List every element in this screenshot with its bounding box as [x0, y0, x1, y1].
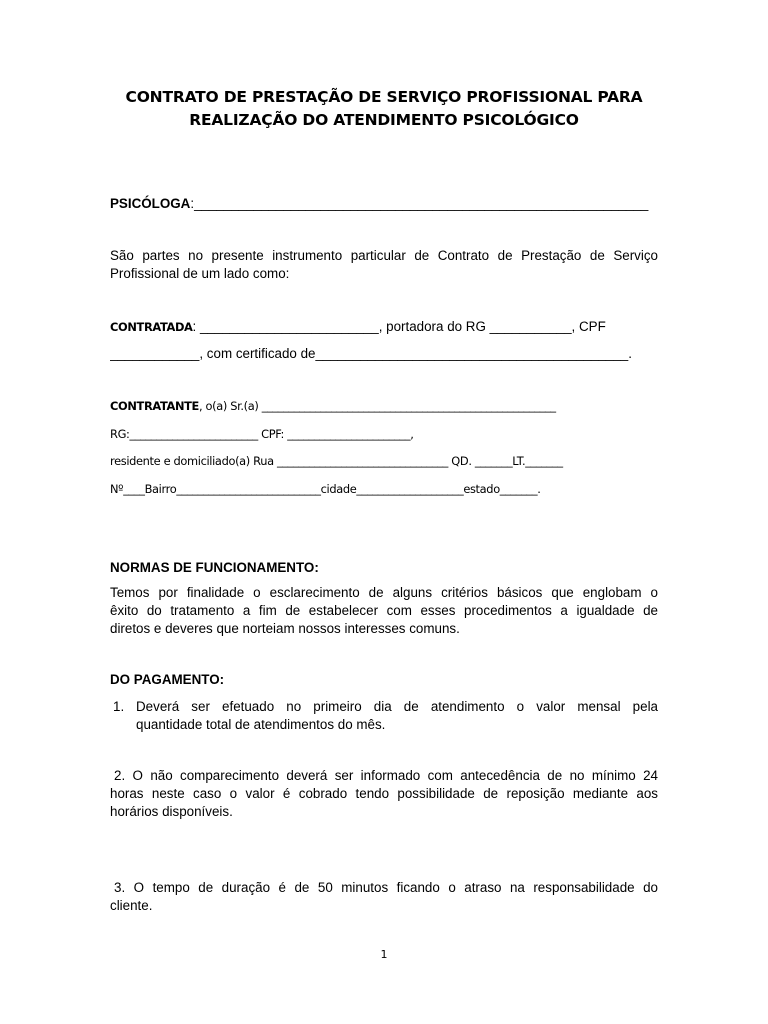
title-line-2: REALIZAÇÃO DO ATENDIMENTO PSICOLÓGICO — [189, 111, 579, 129]
contratante-label: CONTRATANTE — [110, 399, 199, 413]
item-1-line-1: Deverá ser efetuado no primeiro dia de atendimento o valor mensal pela — [136, 699, 658, 714]
item-2-line-2: horas neste caso o valor é cobrado tendo possibilidade de reposição mediante aos — [110, 786, 658, 801]
page-number: 1 — [380, 948, 388, 961]
item-3-paragraph — [110, 879, 658, 915]
item-1-line-2: quantidade total de atendimentos do mês. — [136, 717, 386, 732]
document-title — [110, 86, 658, 132]
normas-line-3: diretos e deveres que norteiam nossos interesses comuns. — [110, 621, 460, 636]
contratada-line-2: ____________, com certificado de__________________________________________. — [110, 346, 632, 361]
psicologa-label: PSICÓLOGA — [110, 196, 191, 211]
normas-line-2: êxito do tratamento a fim de estabelecer com esses procedimentos a igualdade de — [110, 603, 658, 618]
normas-heading: NORMAS DE FUNCIONAMENTO: — [110, 560, 319, 575]
normas-line-1: Temos por finalidade o esclarecimento de alguns critérios básicos que englobam o — [110, 585, 658, 600]
psicologa-blank: :_____________________________________________________________ — [190, 196, 649, 211]
intro-line-2: Profissional de um lado como: — [110, 266, 290, 281]
intro-paragraph — [110, 247, 658, 283]
item-3-line-1: 3. O tempo de duração é de 50 minutos ficando o atraso na responsabilidade do — [114, 880, 658, 895]
item-2-line-3: horários disponíveis. — [110, 804, 233, 819]
item-2-line-1: 2. O não comparecimento deverá ser informado com antecedência de no mínimo 24 — [114, 768, 658, 783]
contratante-line-1 — [110, 398, 658, 414]
psicologa-field — [110, 195, 658, 213]
contratante-line-1-text: , o(a) Sr.(a) _______________________________________________________ — [198, 399, 556, 413]
contratante-rg-cpf: RG:________________________ CPF: _______________________, — [110, 427, 414, 441]
item-1-number: 1. — [113, 699, 125, 714]
contratante-endereco: Nº____Bairro___________________________cidade____________________estado_______. — [110, 482, 541, 496]
contratante-residencia: residente e domiciliado(a) Rua ________________________________ QD. _______LT._______ — [110, 454, 563, 468]
contratada-line-1-text: : ________________________, portadora do RG ___________, CPF — [192, 319, 606, 334]
normas-paragraph — [110, 584, 658, 638]
contratada-line-1 — [110, 318, 658, 336]
contratada-label: CONTRATADA — [110, 320, 193, 334]
intro-line-1: São partes no presente instrumento particular de Contrato de Prestação de Serviço — [110, 248, 658, 263]
item-3-line-2: cliente. — [110, 898, 153, 913]
item-2-paragraph — [110, 767, 658, 821]
item-1-paragraph — [136, 698, 658, 734]
pagamento-heading: DO PAGAMENTO: — [110, 672, 225, 687]
title-line-1: CONTRATO DE PRESTAÇÃO DE SERVIÇO PROFISSIONAL PARA — [125, 88, 643, 106]
